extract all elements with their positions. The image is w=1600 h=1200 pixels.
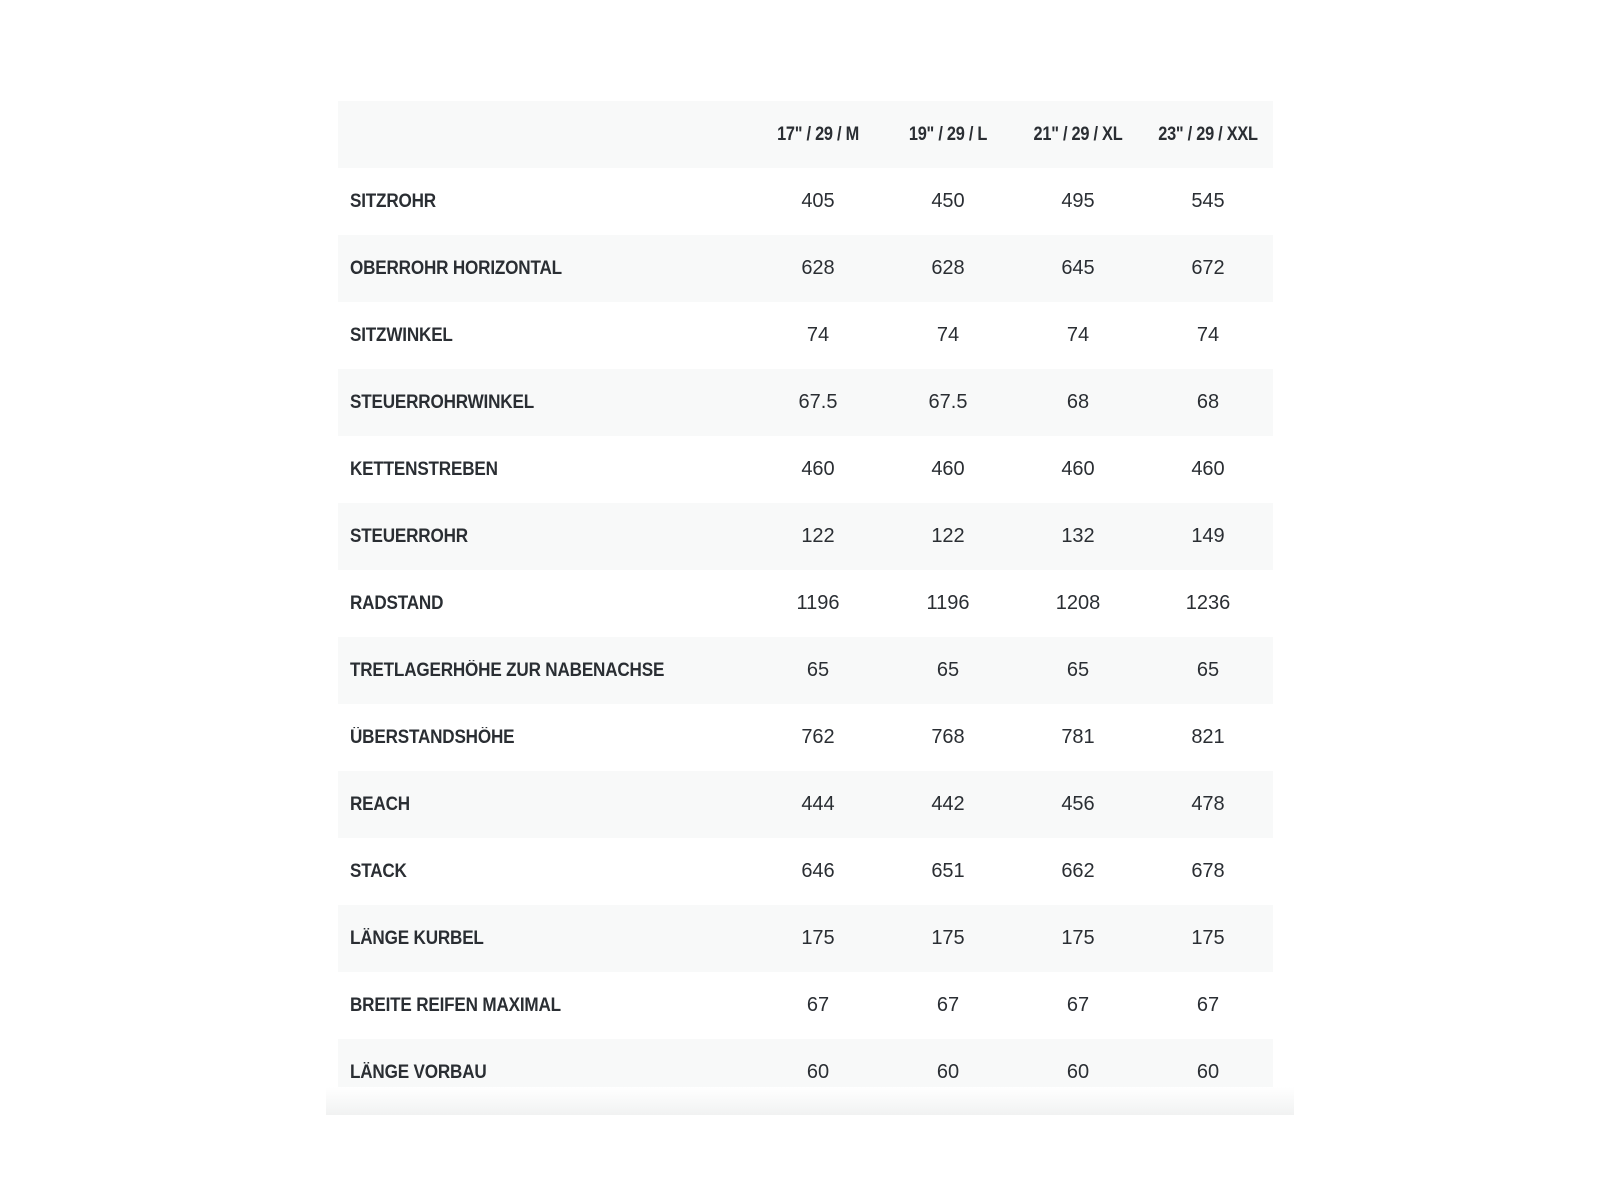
geometry-table-container [338,101,1273,1106]
table-bottom-fade [326,1087,1294,1115]
table-cell: 65 [936,659,960,681]
row-label [338,570,753,637]
row-label-text: LÄNGE KURBEL [350,927,484,949]
table-row [338,436,1273,503]
size-header [753,101,883,168]
table-cell: 1196 [926,592,970,614]
table-row [338,168,1273,235]
table-cell: 460 [931,458,965,480]
table-cell: 60 [1196,1061,1220,1083]
table-cell: 405 [801,190,835,212]
table-cell: 545 [1191,190,1225,212]
table-cell: 768 [931,726,965,748]
table-row [338,838,1273,905]
row-label [338,503,753,570]
table-cell: 149 [1191,525,1225,547]
table-row [338,503,1273,570]
table-cell: 74 [1196,324,1220,346]
size-header [883,101,1013,168]
table-cell: 60 [1066,1061,1090,1083]
table-cell: 672 [1191,257,1225,279]
row-label-text: BREITE REIFEN MAXIMAL [350,994,561,1016]
table-row [338,972,1273,1039]
size-header-label: 23" / 29 / XXL [1158,123,1258,145]
table-row [338,369,1273,436]
table-cell: 65 [806,659,830,681]
table-cell: 68 [1066,391,1090,413]
table-cell: 175 [801,927,835,949]
table-cell: 460 [1061,458,1095,480]
size-header-label: 17" / 29 / M [777,123,859,145]
table-cell: 821 [1191,726,1225,748]
geometry-table [338,101,1273,1106]
table-cell: 651 [931,860,965,882]
table-cell: 460 [1191,458,1225,480]
table-cell: 456 [1061,793,1095,815]
row-label-text: LÄNGE VORBAU [350,1061,487,1083]
table-cell: 175 [1061,927,1095,949]
size-header-label: 21" / 29 / XL [1033,123,1123,145]
row-label-text: TRETLAGERHÖHE ZUR NABENACHSE [350,659,665,681]
table-header-row [338,101,1273,168]
table-row [338,570,1273,637]
row-label-text: RADSTAND [350,592,444,614]
table-cell: 442 [931,793,965,815]
row-label-text: STACK [350,860,407,882]
table-cell: 65 [1066,659,1090,681]
row-label [338,905,753,972]
table-cell: 460 [801,458,835,480]
table-cell: 74 [1066,324,1090,346]
row-label-text: SITZWINKEL [350,324,453,346]
table-cell: 122 [801,525,835,547]
size-header-label: 19" / 29 / L [908,123,988,145]
table-cell: 67.5 [798,391,838,413]
header-corner [338,101,753,168]
row-label [338,235,753,302]
table-cell: 67.5 [928,391,968,413]
table-row [338,637,1273,704]
row-label [338,302,753,369]
table-row [338,905,1273,972]
table-cell: 65 [1196,659,1220,681]
table-cell: 645 [1061,257,1095,279]
table-cell: 1236 [1185,592,1231,614]
table-cell: 678 [1191,860,1225,882]
table-row [338,302,1273,369]
table-cell: 67 [936,994,960,1016]
row-label [338,637,753,704]
table-cell: 762 [801,726,835,748]
table-cell: 781 [1061,726,1095,748]
table-row [338,235,1273,302]
table-cell: 1196 [796,592,840,614]
row-label-text: STEUERROHR [350,525,468,547]
table-cell: 74 [936,324,960,346]
table-cell: 60 [936,1061,960,1083]
row-label [338,704,753,771]
table-cell: 175 [931,927,965,949]
row-label [338,972,753,1039]
row-label [338,436,753,503]
table-cell: 646 [801,860,835,882]
table-cell: 478 [1191,793,1225,815]
table-cell: 1208 [1055,592,1101,614]
size-header [1013,101,1143,168]
table-row [338,771,1273,838]
table-cell: 662 [1061,860,1095,882]
table-cell: 175 [1191,927,1225,949]
table-cell: 132 [1061,525,1095,547]
table-cell: 67 [1196,994,1220,1016]
row-label-text: SITZROHR [350,190,436,212]
row-label-text: ÜBERSTANDSHÖHE [350,726,515,748]
row-label [338,838,753,905]
table-cell: 60 [806,1061,830,1083]
table-cell: 74 [806,324,830,346]
table-cell: 628 [931,257,965,279]
row-label-text: OBERROHR HORIZONTAL [350,257,562,279]
table-cell: 122 [931,525,965,547]
table-cell: 67 [1066,994,1090,1016]
row-label-text: REACH [350,793,410,815]
row-label [338,771,753,838]
row-label-text: STEUERROHRWINKEL [350,391,534,413]
table-cell: 495 [1061,190,1095,212]
table-cell: 67 [806,994,830,1016]
row-label-text: KETTENSTREBEN [350,458,498,480]
table-cell: 628 [801,257,835,279]
table-cell: 68 [1196,391,1220,413]
size-header [1143,101,1273,168]
table-cell: 444 [801,793,835,815]
table-row [338,704,1273,771]
table-cell: 450 [931,190,965,212]
row-label [338,168,753,235]
row-label [338,369,753,436]
